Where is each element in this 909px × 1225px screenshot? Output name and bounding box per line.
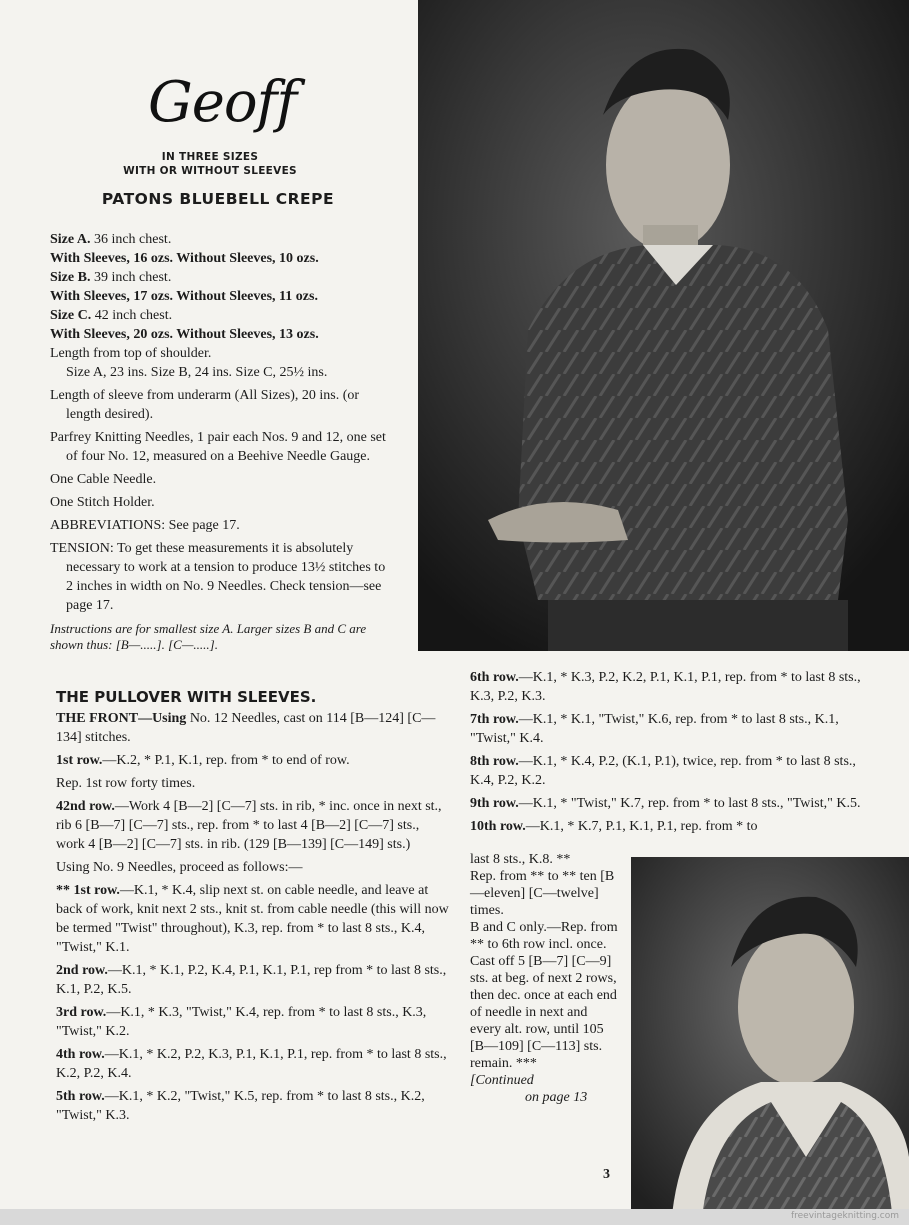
yarn-brand: PATONS BLUEBELL CREPE: [101, 190, 335, 208]
continued-label: [Continued: [470, 1073, 534, 1088]
pattern-row-6: 6th row.—K.1, * K.3, P.2, K.2, P.1, K.1, P.1, rep. from * to last 8 sts., K.3, P.2, K.3.: [470, 670, 861, 704]
pattern-row-3: 3rd row.—K.1, * K.3, "Twist," K.4, rep. from * to last 8 sts., K.3, "Twist," K.2.: [56, 1005, 427, 1039]
specifications: [50, 230, 395, 653]
proceed-note: Using No. 9 Needles, proceed as follows:—: [56, 860, 303, 875]
photo-illustration: [418, 0, 909, 651]
size-c: Size C. 42 inch chest.: [50, 308, 173, 323]
section-heading: THE PULLOVER WITH SLEEVES.: [56, 688, 317, 706]
continued-page: on page 13: [525, 1090, 588, 1105]
pattern-subtitle: [100, 150, 320, 178]
pattern-left-column: [56, 688, 451, 1129]
row-42: 42nd row.—Work 4 [B—2] [C—7] sts. in rib, * inc. once in next st., rib 6 [B—7] [C—7] sts., rep. from * to last 4 [B—2] [C—7] sts., work 4 [B—2] [C—7] sts. in rib. (129 [B—139] [C—149] sts.): [56, 799, 442, 852]
subtitle-line-1: IN THREE SIZES: [161, 151, 259, 163]
pattern-row-2: 2nd row.—K.1, * K.1, P.2, K.4, P.1, K.1, P.1, rep from * to last 8 sts., K.1, P.2, K.5.: [56, 963, 447, 997]
cast-off-note: Cast off 5 [B—7] [C—9] sts. at beg. of next 2 rows, then dec. once at each end of needle in next and every alt. row, until 105 [B—109] [C—113] sts. remain. ***: [470, 954, 617, 1071]
page-number: 3: [603, 1167, 610, 1182]
stitch-holder: One Stitch Holder.: [50, 495, 155, 510]
repeat-note: Rep. from ** to ** ten [B—eleven] [C—twelve] times.: [470, 869, 615, 918]
size-c-weights: With Sleeves, 20 ozs. Without Sleeves, 13 ozs.: [50, 327, 319, 342]
rep-rows: Rep. 1st row forty times.: [56, 776, 196, 791]
footer-bar: [0, 1209, 909, 1225]
length-values: Size A, 23 ins. Size B, 24 ins. Size C, 25½ ins.: [66, 365, 328, 380]
instructions-note: Instructions are for smallest size A. Larger sizes B and C are shown thus: [B—.....]. [C—.....].: [50, 621, 367, 652]
length-label: Length from top of shoulder.: [50, 346, 212, 361]
row-10-continued: last 8 sts., K.8. **: [470, 852, 571, 867]
pattern-right-column: [470, 668, 862, 836]
pattern-row-7: 7th row.—K.1, * K.1, "Twist," K.6, rep. from * to last 8 sts., K.1, "Twist," K.4.: [470, 712, 839, 746]
pattern-row-10: 10th row.—K.1, * K.7, P.1, K.1, P.1, rep. from * to: [470, 819, 758, 834]
pattern-row-8: 8th row.—K.1, * K.4, P.2, (K.1, P.1), twice, rep. from * to last 8 sts., K.4, P.2, K.2.: [470, 754, 856, 788]
pattern-title: Geoff: [148, 70, 297, 135]
size-a-weights: With Sleeves, 16 ozs. Without Sleeves, 10 ozs.: [50, 251, 319, 266]
pattern-row-1: ** 1st row.—K.1, * K.4, slip next st. on cable needle, and leave at back of work, knit next 2 sts., knit st. from cable needle (this will now be termed "Twist" throughout), K.3, rep. from * to last 8 sts., K.4, "Twist," K.1.: [56, 883, 449, 955]
pattern-narrow-column: [470, 851, 620, 1106]
pattern-row-9: 9th row.—K.1, * "Twist," K.7, rep. from * to last 8 sts., "Twist," K.5.: [470, 796, 861, 811]
front-instructions: THE FRONT—Using No. 12 Needles, cast on 114 [B—124] [C—134] stitches.: [56, 711, 436, 745]
size-b-weights: With Sleeves, 17 ozs. Without Sleeves, 11 ozs.: [50, 289, 318, 304]
sleeve-length: Length of sleeve from underarm (All Sizes), 20 ins. (or length desired).: [50, 388, 360, 422]
abbreviations: ABBREVIATIONS: See page 17.: [50, 518, 240, 533]
b-and-c-note: B and C only.—Rep. from ** to 6th row incl. once.: [470, 920, 618, 952]
model-photo-sleeved-pullover: [418, 0, 909, 651]
watermark: freevintageknitting.com: [790, 1211, 899, 1221]
model-photo-sleeveless-pullover: [631, 857, 909, 1225]
subtitle-line-2: WITH OR WITHOUT SLEEVES: [123, 165, 297, 177]
needles: Parfrey Knitting Needles, 1 pair each Nos. 9 and 12, one set of four No. 12, measured on a Beehive Needle Gauge.: [50, 430, 386, 464]
pattern-row-5: 5th row.—K.1, * K.2, "Twist," K.5, rep. from * to last 8 sts., K.2, "Twist," K.3.: [56, 1089, 425, 1123]
row-1: 1st row.—K.2, * P.1, K.1, rep. from * to end of row.: [56, 753, 350, 768]
cable-needle: One Cable Needle.: [50, 472, 157, 487]
photo-illustration-2: [631, 857, 909, 1225]
size-a: Size A. 36 inch chest.: [50, 232, 172, 247]
pattern-row-4: 4th row.—K.1, * K.2, P.2, K.3, P.1, K.1, P.1, rep. from * to last 8 sts., K.2, P.2, K.4.: [56, 1047, 447, 1081]
size-b: Size B. 39 inch chest.: [50, 270, 172, 285]
tension: TENSION: To get these measurements it is absolutely necessary to work at a tension to produce 13½ stitches to 2 inches in width on No. 9 Needles. Check tension—see page 17.: [50, 541, 386, 613]
